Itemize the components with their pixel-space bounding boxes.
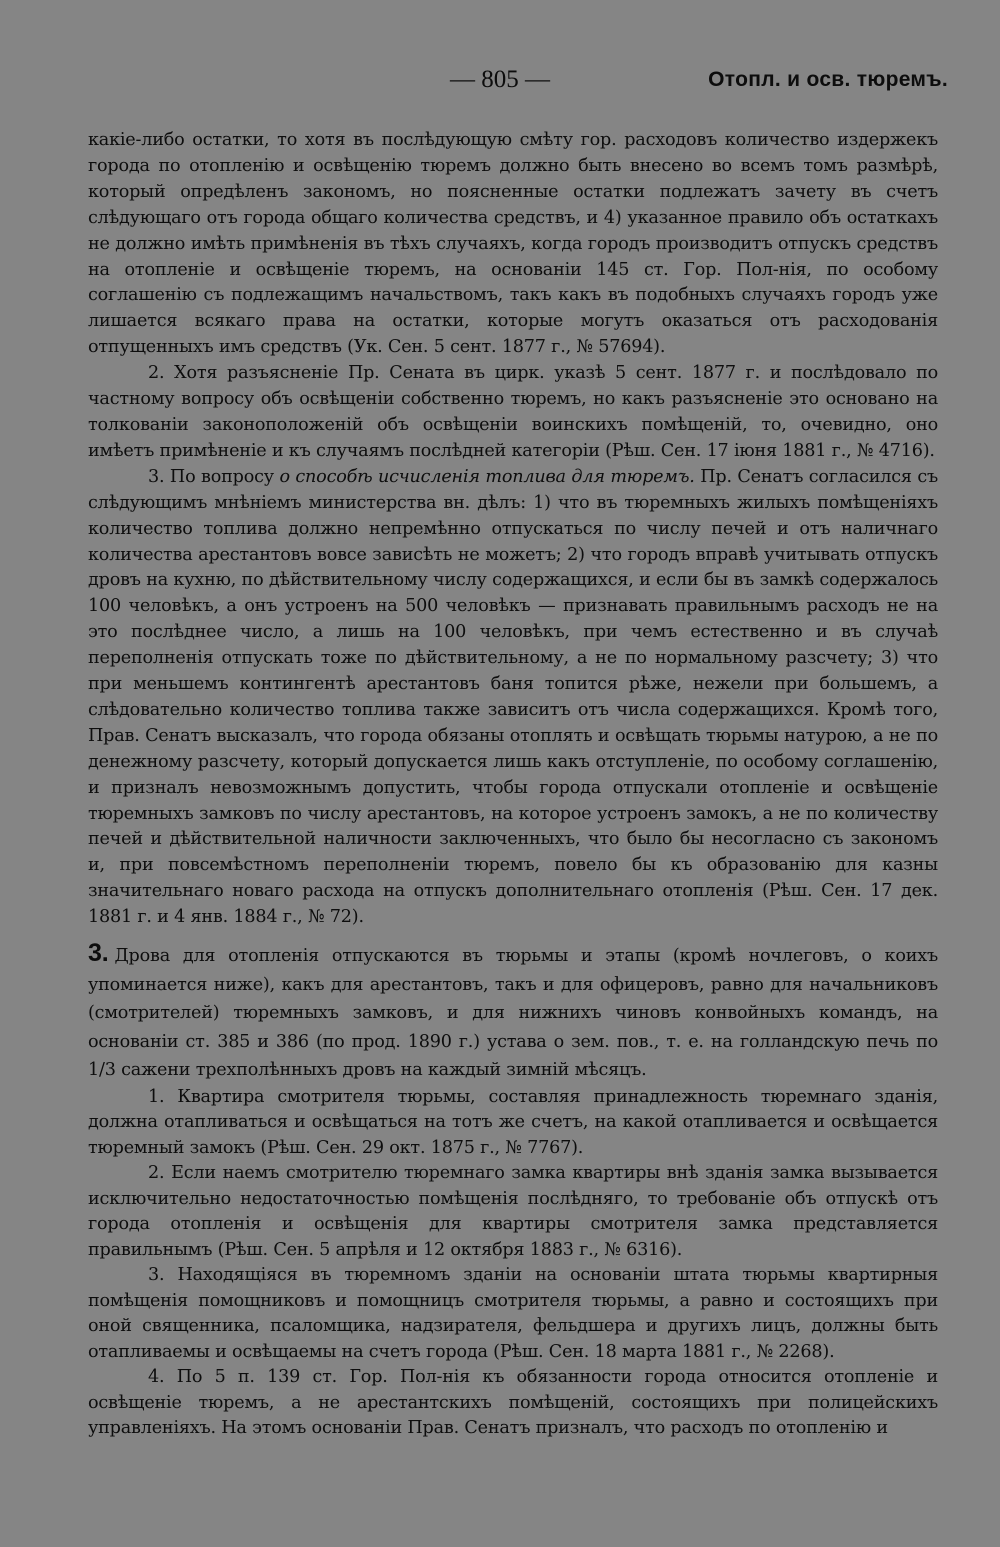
- body-text: [88, 128, 938, 1442]
- paragraph-note-3: [88, 465, 938, 931]
- paragraph-note-1: 1. Квартира смотрителя тюрьмы, составляя принадлежность тюремнаго зданія, должна отапливаться и освѣщаться на тотъ же счетъ, на какой отапливается и освѣщается тюремный замокъ (Рѣш. Сен. 29 окт. 1875 г., № 7767).: [88, 1086, 938, 1158]
- note-lead: 3. По вопросу: [148, 466, 274, 487]
- paragraph-note-4: 4. По 5 п. 139 ст. Гор. Пол-нія къ обязанности города относится отопленіе и освѣщеніе тюремъ, а не арестантскихъ помѣщеній, состоящихъ при полицейскихъ управленіяхъ. На этомъ основаніи Прав. Сенатъ призналъ, что расходъ по отопленію и: [88, 1367, 938, 1439]
- paragraph-continuation: какіе-либо остатки, то хотя въ послѣдующую смѣту гор. расходовъ количество издержекъ города по отопленію и освѣщенію тюремъ должно быть внесено во всемъ томъ размѣрѣ, который опредѣленъ закономъ, но поясненные остатки подлежатъ зачету въ счетъ слѣдующаго отъ города общаго количества средствъ, и 4) указанное правило объ остаткахъ не должно имѣть примѣненія въ тѣхъ случаяхъ, когда городъ производитъ отпускъ средствъ на отопленіе и освѣщеніе тюремъ, на основаніи 145 ст. Гор. Пол-нія, по особому соглашенію съ подлежащимъ начальствомъ, такъ какъ въ подобныхъ случаяхъ городъ уже лишается всякаго права на остатки, которые могутъ оказаться отъ расходованія отпущенныхъ имъ средствъ (Ук. Сен. 5 сент. 1877 г., № 57694).: [88, 130, 938, 358]
- paragraph-note-3b: 3. Находящіяся въ тюремномъ зданіи на основаніи штата тюрьмы квартирныя помѣщенія помощниковъ и помощницъ смотрителя тюрьмы, а равно и состоящихъ при оной священника, псаломщика, надзирателя, фельдшера и другихъ лицъ, должны быть отапливаемы и освѣщаемы на счетъ города (Рѣш. Сен. 18 марта 1881 г., № 2268).: [88, 1265, 938, 1362]
- section-body: Дрова для отопленія отпускаются въ тюрьмы и этапы (кромѣ ночлеговъ, о коихъ упоминается ниже), какъ для арестантовъ, такъ и для офицеровъ, равно для начальниковъ (смотрителей) тюремныхъ замковъ, и для нижнихъ чиновъ конвойныхъ командъ, на основаніи ст. 385 и 386 (по прод. 1890 г.) устава о зем. пов., т. е. на голландскую печь по 1/3 сажени трехполѣнныхъ дровъ на каждый зимній мѣсяцъ.: [88, 946, 938, 1081]
- page-number: — 805 —: [450, 66, 550, 93]
- note-italic-topic: о способѣ исчисленія топлива для тюремъ.: [279, 466, 695, 487]
- page-header: [0, 66, 1000, 100]
- paragraph-note-2: 2. Хотя разъясненіе Пр. Сената въ цирк. указѣ 5 сент. 1877 г. и послѣдовало по частному вопросу объ освѣщеніи собственно тюремъ, но какъ разъясненіе это основано на толкованіи законоположеній объ освѣщеніи воинскихъ помѣщеній, то, очевидно, оно имѣетъ примѣненіе и къ случаямъ послѣдней категоріи (Рѣш. Сен. 17 іюня 1881 г., № 4716).: [88, 363, 938, 461]
- note-body: Пр. Сенатъ согласился съ слѣдующимъ мнѣніемъ министерства вн. дѣлъ: 1) что въ тюремныхъ жилыхъ помѣщеніяхъ количество топлива должно непремѣнно отпускаться по числу печей и отъ наличнаго количества арестантовъ вовсе зависѣть не можетъ; 2) что городъ вправѣ учитывать отпускъ дровъ на кухню, по дѣйствительному числу содержащихся, и если бы въ замкѣ содержалось 100 человѣкъ, а онъ устроенъ на 500 человѣкъ — признавать правильнымъ расходъ не на это послѣднее число, а лишь на 100 человѣкъ, при чемъ естественно и въ случаѣ переполненія отпускать тоже по дѣйствительному, а не по нормальному разсчету; 3) что при меньшемъ контингентѣ арестантовъ баня топится рѣже, нежели при большемъ, а слѣдовательно количество топлива также зависитъ отъ числа содержащихся. Кромѣ того, Прав. Сенатъ высказалъ, что города обязаны отоплять и освѣщать тюрьмы натурою, а не по денежному разсчету, который допускается лишь какъ отступленіе, по особому соглашенію, и призналъ невозможнымъ допустить, чтобы города отпускали отопленіе и освѣщеніе тюремныхъ замковъ по числу арестантовъ, на которое устроенъ замокъ, а не по количеству печей и дѣйствительной наличности заключенныхъ, что было бы несогласно съ закономъ и, при повсемѣстномъ переполненіи тюремъ, повело бы къ образованію для казны значительнаго новаго расхода на отпускъ дополнительнаго отопленія (Рѣш. Сен. 17 дек. 1881 г. и 4 янв. 1884 г., № 72).: [88, 466, 938, 928]
- section-number: 3.: [88, 939, 109, 968]
- paragraph-note-2b: 2. Если наемъ смотрителю тюремнаго замка квартиры внѣ зданія замка вызывается исключительно недостаточностью помѣщенія послѣдняго, то требованіе объ отпускѣ отъ города отопленія и освѣщенія для квартиры смотрителя замка представляется правильнымъ (Рѣш. Сен. 5 апрѣля и 12 октября 1883 г., № 6316).: [88, 1163, 938, 1260]
- running-title: Отопл. и осв. тюремъ.: [708, 68, 948, 91]
- section-3: [88, 939, 938, 1085]
